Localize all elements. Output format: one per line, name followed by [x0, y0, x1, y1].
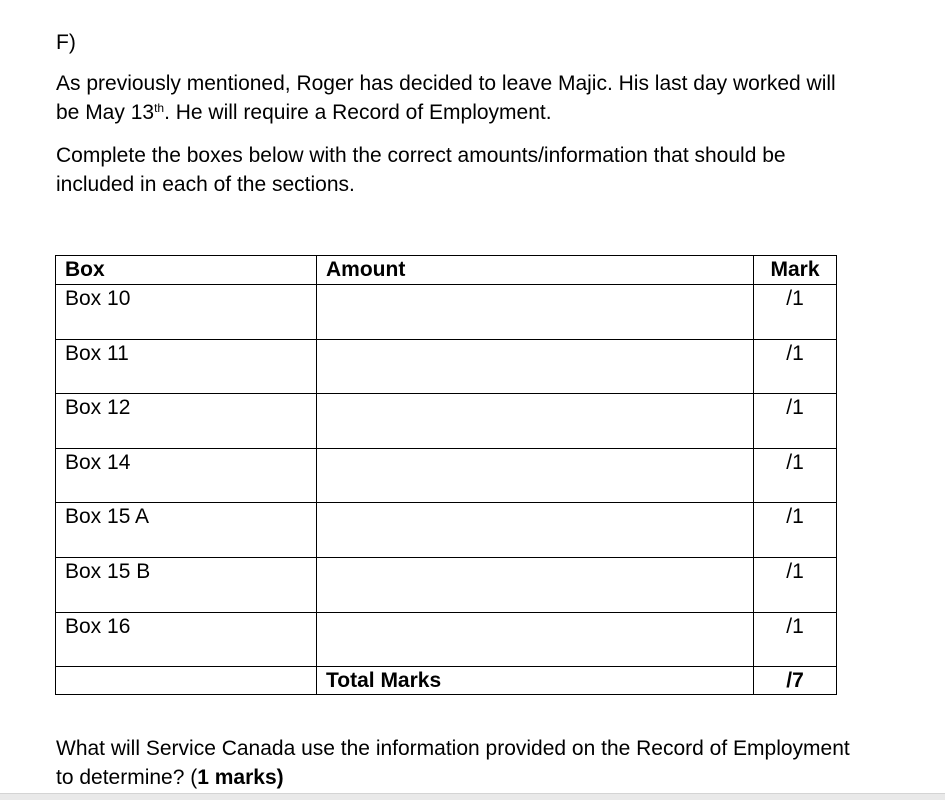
amount-cell[interactable] — [317, 339, 754, 394]
mark-cell: /1 — [754, 394, 837, 449]
box-label: Box 14 — [56, 448, 317, 503]
total-box-cell — [56, 667, 317, 695]
date-suffix: th — [154, 101, 165, 115]
amount-cell[interactable] — [317, 448, 754, 503]
intro-text: As previously mentioned, Roger has decided to leave Majic. His last day worked will be May 13 — [56, 72, 836, 124]
amount-cell[interactable] — [317, 285, 754, 340]
header-mark: Mark — [754, 256, 837, 285]
amount-cell[interactable] — [317, 612, 754, 667]
total-mark-value: /7 — [754, 667, 837, 695]
table-row — [56, 448, 837, 503]
box-label: Box 12 — [56, 394, 317, 449]
box-label: Box 10 — [56, 285, 317, 340]
table-row — [56, 503, 837, 558]
question-paragraph — [56, 734, 856, 792]
question-marks: 1 marks) — [197, 766, 284, 789]
intro-paragraph — [56, 69, 856, 127]
record-of-employment-table — [55, 255, 837, 695]
section-label: F) — [56, 31, 76, 54]
amount-cell[interactable] — [317, 503, 754, 558]
header-box: Box — [56, 256, 317, 285]
intro-text-end: . He will require a Record of Employment. — [164, 101, 552, 124]
box-label: Box 15 B — [56, 557, 317, 612]
box-label: Box 11 — [56, 339, 317, 394]
total-marks-label: Total Marks — [317, 667, 754, 695]
box-label: Box 15 A — [56, 503, 317, 558]
mark-cell: /1 — [754, 612, 837, 667]
table-row — [56, 557, 837, 612]
mark-cell: /1 — [754, 285, 837, 340]
mark-cell: /1 — [754, 448, 837, 503]
mark-cell: /1 — [754, 557, 837, 612]
amount-cell[interactable] — [317, 557, 754, 612]
table-row — [56, 285, 837, 340]
table-row — [56, 339, 837, 394]
box-label: Box 16 — [56, 612, 317, 667]
mark-cell: /1 — [754, 339, 837, 394]
table-row — [56, 612, 837, 667]
table-row — [56, 394, 837, 449]
instructions-paragraph: Complete the boxes below with the correct amounts/information that should be included in each of the sections. — [56, 144, 786, 196]
question-text: What will Service Canada use the information provided on the Record of Employment to determine? ( — [56, 737, 850, 789]
header-amount: Amount — [317, 256, 754, 285]
total-row — [56, 667, 837, 695]
mark-cell: /1 — [754, 503, 837, 558]
table-header-row — [56, 256, 837, 285]
amount-cell[interactable] — [317, 394, 754, 449]
